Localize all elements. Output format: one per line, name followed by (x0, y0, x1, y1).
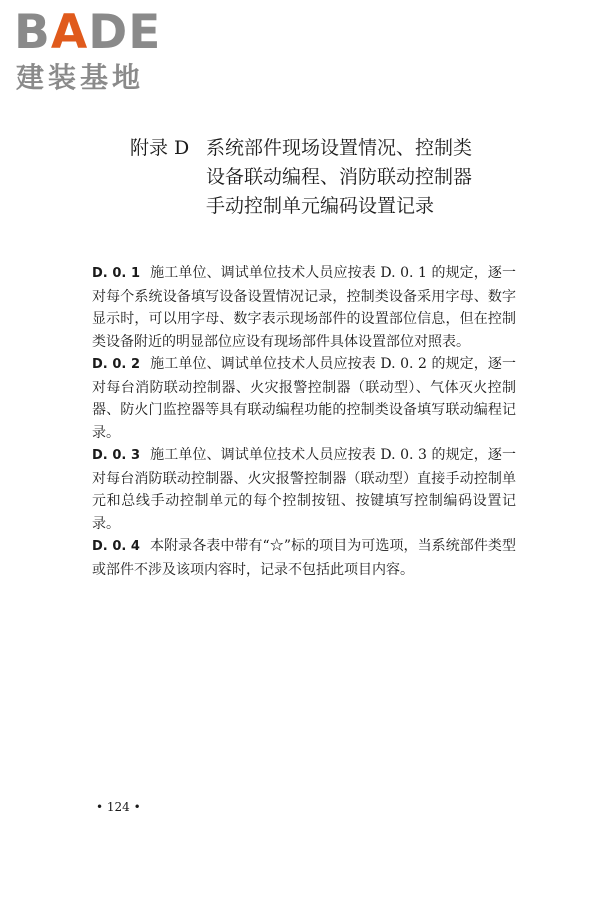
clause-text: 施工单位、调试单位技术人员应按表 D. 0. 2 的规定，逐一对每台消防联动控制器、火灾报警控制器（联动型）、气体灭火控制器、防火门监控器等具有联动编程功能的控制类设备填写联动编程记录。 (92, 356, 516, 441)
appendix-title (130, 134, 530, 221)
clause-list (92, 262, 516, 581)
appendix-title-row (130, 163, 530, 192)
clause-text: 本附录各表中带有“☆”标的项目为可选项，当系统部件类型或部件不涉及该项内容时，记录不包括此项目内容。 (92, 538, 516, 578)
page-number: • 124 • (96, 800, 141, 814)
logo-letter-a-accent: A (50, 5, 89, 60)
appendix-title-row (130, 192, 530, 221)
logo-letters-de: DE (88, 5, 162, 60)
clause (92, 444, 516, 535)
appendix-title-line: 手动控制单元编码设置记录 (206, 195, 435, 217)
appendix-label: 附录 D (130, 137, 190, 159)
clause-number: D. 0. 1 (92, 266, 141, 281)
clause-text: 施工单位、调试单位技术人员应按表 D. 0. 3 的规定，逐一对每台消防联动控制器、火灾报警控制器（联动型）直接手动控制单元和总线手动控制单元的每个控制按钮、按键填写控制编码设置记录。 (92, 447, 516, 532)
appendix-title-line: 设备联动编程、消防联动控制器 (206, 166, 473, 188)
clause-text: 施工单位、调试单位技术人员应按表 D. 0. 1 的规定，逐一对每个系统设备填写设备设置情况记录，控制类设备采用字母、数字显示时，可以用字母、数字表示现场部件的设置部位信息，但在控制类设备附近的明显部位应设有现场部件具体设置部位对照表。 (92, 265, 516, 350)
appendix-title-line: 系统部件现场设置情况、控制类 (206, 137, 473, 159)
clause (92, 262, 516, 353)
title-indent (130, 192, 206, 221)
clause-number: D. 0. 2 (92, 357, 141, 372)
title-indent (130, 163, 206, 192)
clause (92, 535, 516, 581)
logo-subtitle: 建装基地 (16, 61, 145, 94)
appendix-title-row (130, 134, 530, 163)
bade-logo (14, 5, 174, 96)
clause-number: D. 0. 3 (92, 448, 141, 463)
clause-number: D. 0. 4 (92, 539, 140, 554)
clause (92, 353, 516, 444)
logo-letter-b: B (14, 5, 51, 60)
logo-wordmark (14, 5, 162, 60)
